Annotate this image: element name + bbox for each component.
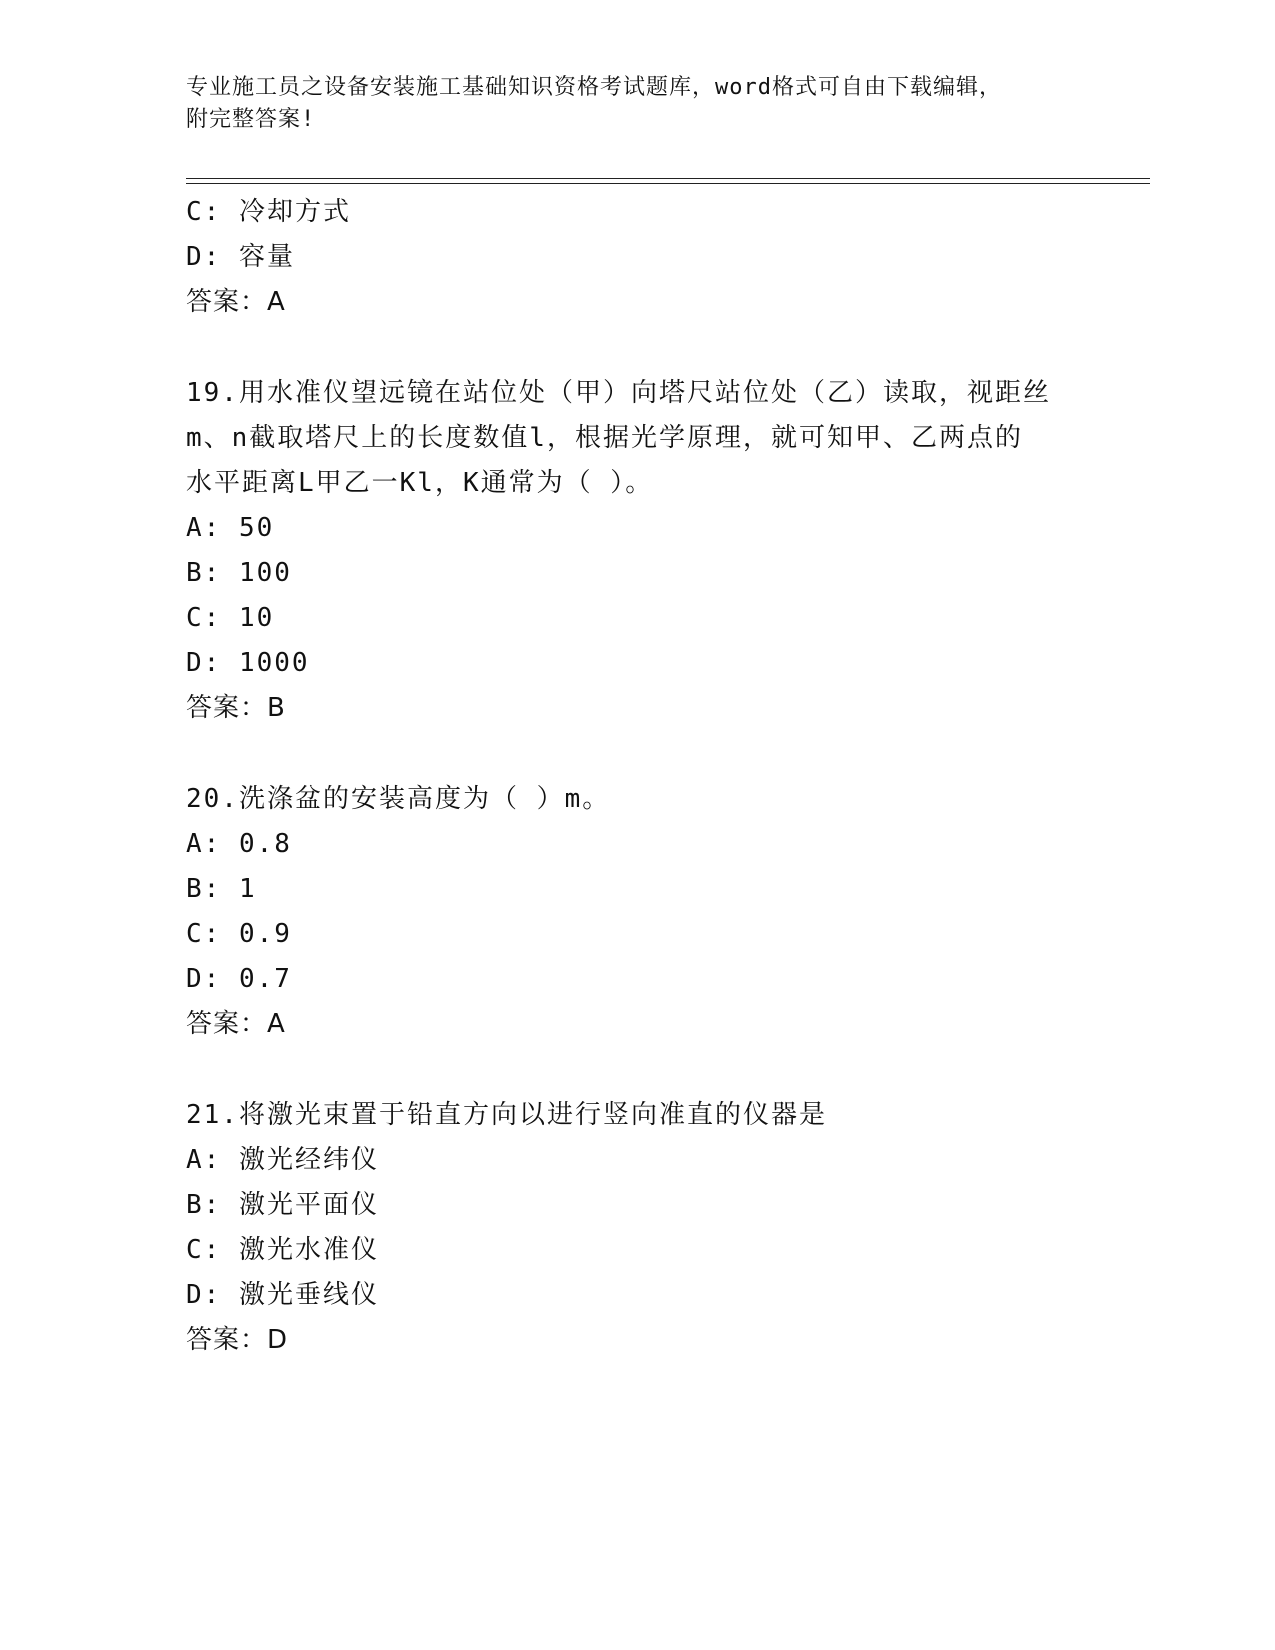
- document-header: [186, 72, 1086, 136]
- option-b: B: 1: [186, 874, 257, 904]
- answer-line: 答案：A: [186, 1009, 286, 1039]
- question-stem-line: 水平距离L甲乙一Kl，K通常为（ ）。: [186, 468, 654, 498]
- option-b: B: 100: [186, 558, 292, 588]
- option-a: A: 50: [186, 513, 275, 543]
- option-d: D: 激光垂线仪: [186, 1280, 379, 1310]
- question-18-continued: [186, 190, 1106, 325]
- answer-line: 答案：D: [186, 1325, 289, 1355]
- question-list: [186, 190, 1106, 1363]
- question-stem-line: 21.将激光束置于铅直方向以进行竖向准直的仪器是: [186, 1100, 827, 1130]
- question-20: [186, 777, 1106, 1047]
- option-a: A: 激光经纬仪: [186, 1145, 379, 1175]
- option-d: D: 0.7: [186, 964, 292, 994]
- option-b: B: 激光平面仪: [186, 1190, 379, 1220]
- question-21: [186, 1093, 1106, 1363]
- answer-line: 答案：B: [186, 693, 286, 723]
- question-stem-line: 19.用水准仪望远镜在站位处（甲）向塔尺站位处（乙）读取，视距丝: [186, 378, 1051, 408]
- answer-line: 答案：A: [186, 287, 286, 317]
- option-a: A: 0.8: [186, 829, 292, 859]
- option-c: C: 冷却方式: [186, 197, 351, 227]
- option-c: C: 10: [186, 603, 275, 633]
- header-line-2: 附完整答案!: [186, 107, 316, 132]
- option-c: C: 0.9: [186, 919, 292, 949]
- option-c: C: 激光水准仪: [186, 1235, 379, 1265]
- question-stem-line: m、n截取塔尺上的长度数值l，根据光学原理，就可知甲、乙两点的: [186, 423, 1023, 453]
- option-d: D: 1000: [186, 648, 310, 678]
- option-d: D: 容量: [186, 242, 295, 272]
- header-divider-top: [186, 178, 1150, 179]
- header-line-1: 专业施工员之设备安装施工基础知识资格考试题库，word格式可自由下载编辑，: [186, 75, 1002, 100]
- header-divider-bottom: [186, 183, 1150, 184]
- question-19: [186, 371, 1106, 731]
- question-stem-line: 20.洗涤盆的安装高度为（ ）m。: [186, 784, 611, 814]
